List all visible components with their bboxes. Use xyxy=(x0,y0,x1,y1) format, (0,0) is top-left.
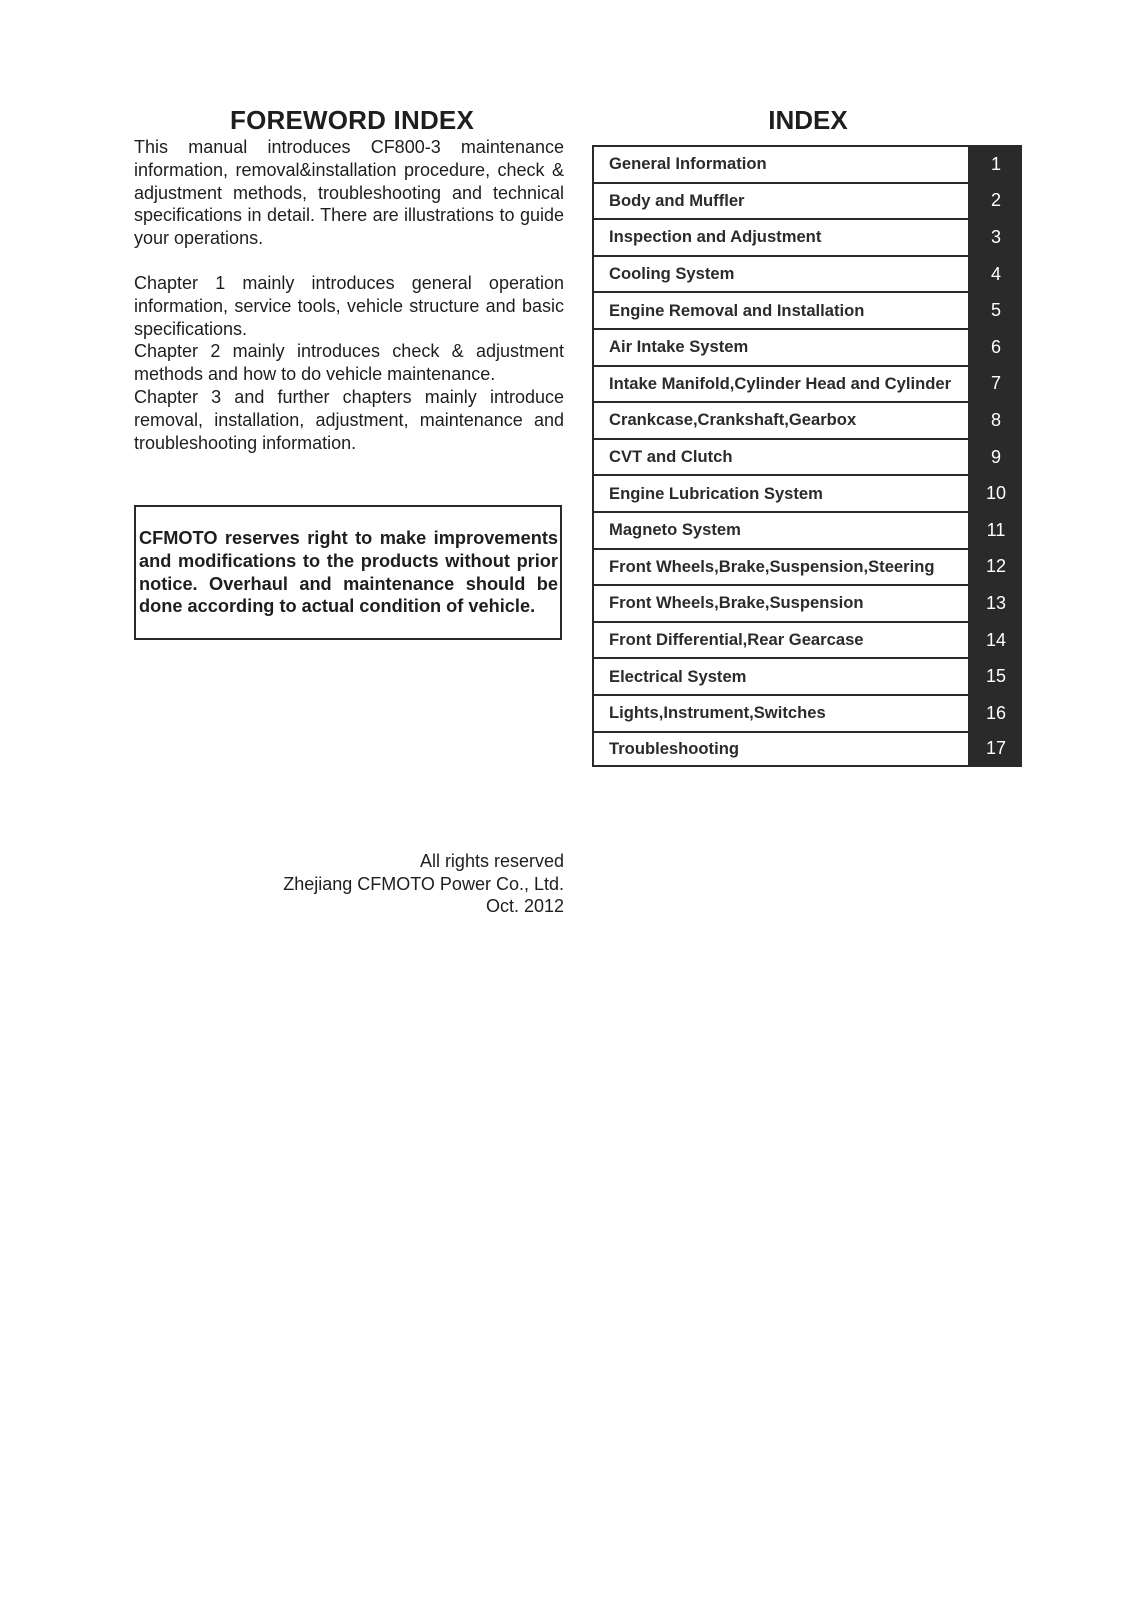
index-chapter-label: Body and Muffler xyxy=(592,184,970,219)
index-row[interactable] xyxy=(592,255,1022,292)
index-row[interactable] xyxy=(592,145,1022,182)
index-chapter-tab[interactable]: 7 xyxy=(970,365,1022,404)
index-chapter-tab[interactable]: 17 xyxy=(970,731,1022,768)
index-row[interactable] xyxy=(592,694,1022,731)
foreword-paragraph-chapter3: Chapter 3 and further chapters mainly introduce removal, installation, adjustment, maintenance and troubleshooting information. xyxy=(134,386,564,453)
index-row[interactable] xyxy=(592,182,1022,219)
index-chapter-label: Lights,Instrument,Switches xyxy=(592,696,970,731)
index-chapter-label: Front Wheels,Brake,Suspension,Steering xyxy=(592,550,970,585)
index-row[interactable] xyxy=(592,218,1022,255)
index-chapter-tab[interactable]: 2 xyxy=(970,182,1022,221)
index-chapter-tab[interactable]: 6 xyxy=(970,328,1022,367)
index-chapter-tab[interactable]: 4 xyxy=(970,255,1022,294)
index-row[interactable] xyxy=(592,584,1022,621)
index-chapter-label: Front Wheels,Brake,Suspension xyxy=(592,586,970,621)
index-row[interactable] xyxy=(592,291,1022,328)
index-chapter-tab[interactable]: 11 xyxy=(970,511,1022,550)
index-chapter-label: Engine Lubrication System xyxy=(592,476,970,511)
index-row[interactable] xyxy=(592,438,1022,475)
index-chapter-label: Troubleshooting xyxy=(592,733,970,766)
index-chapter-tab[interactable]: 1 xyxy=(970,145,1022,184)
index-chapter-label: General Information xyxy=(592,147,970,182)
index-title: INDEX xyxy=(768,105,848,135)
index-chapter-label: Magneto System xyxy=(592,513,970,548)
index-chapter-tab[interactable]: 12 xyxy=(970,548,1022,587)
index-row[interactable] xyxy=(592,731,1022,768)
index-chapter-tab[interactable]: 16 xyxy=(970,694,1022,733)
index-chapter-label: Inspection and Adjustment xyxy=(592,220,970,255)
index-row[interactable] xyxy=(592,401,1022,438)
index-chapter-tab[interactable]: 10 xyxy=(970,474,1022,513)
index-chapter-tab[interactable]: 9 xyxy=(970,438,1022,477)
index-chapter-tab[interactable]: 14 xyxy=(970,621,1022,660)
index-row[interactable] xyxy=(592,548,1022,585)
foreword-paragraph-chapter2: Chapter 2 mainly introduces check & adjustment methods and how to do vehicle maintenance. xyxy=(134,341,564,385)
index-row[interactable] xyxy=(592,365,1022,402)
index-chapter-tab[interactable]: 3 xyxy=(970,218,1022,257)
index-chapter-label: Intake Manifold,Cylinder Head and Cylinder xyxy=(592,367,970,402)
index-chapter-tab[interactable]: 8 xyxy=(970,401,1022,440)
index-table xyxy=(592,145,1022,767)
index-chapter-tab[interactable]: 13 xyxy=(970,584,1022,623)
rights-block xyxy=(200,850,564,918)
index-chapter-label: CVT and Clutch xyxy=(592,440,970,475)
index-row[interactable] xyxy=(592,657,1022,694)
foreword-paragraph-intro: This manual introduces CF800-3 maintenance information, removal&installation procedure, check & adjustment methods, troubleshooting and technical specifications in detail. There are illustrations to guide your operations. xyxy=(134,137,564,249)
foreword-section xyxy=(134,104,564,454)
index-row[interactable] xyxy=(592,511,1022,548)
index-row[interactable] xyxy=(592,328,1022,365)
company-name: Zhejiang CFMOTO Power Co., Ltd. xyxy=(283,873,564,894)
index-chapter-tab[interactable]: 15 xyxy=(970,657,1022,696)
index-chapter-label: Cooling System xyxy=(592,257,970,292)
index-chapter-tab[interactable]: 5 xyxy=(970,291,1022,330)
foreword-paragraph-chapter1: Chapter 1 mainly introduces general operation information, service tools, vehicle structure and basic specifications. xyxy=(134,272,564,339)
notice-box xyxy=(134,505,562,640)
index-chapter-label: Air Intake System xyxy=(592,330,970,365)
index-chapter-label: Front Differential,Rear Gearcase xyxy=(592,623,970,658)
index-row[interactable] xyxy=(592,621,1022,658)
foreword-title: FOREWORD INDEX xyxy=(229,105,475,135)
index-chapter-label: Engine Removal and Installation xyxy=(592,293,970,328)
rights-reserved-text: All rights reserved xyxy=(419,851,564,871)
publication-date: Oct. 2012 xyxy=(485,896,564,917)
index-row[interactable] xyxy=(592,474,1022,511)
index-chapter-label: Crankcase,Crankshaft,Gearbox xyxy=(592,403,970,438)
notice-text: CFMOTO reserves right to make improvements and modifications to the products without prior notice. Overhaul and maintenance should be done according to actual condition of vehicle. xyxy=(139,528,558,617)
index-chapter-label: Electrical System xyxy=(592,659,970,694)
index-section xyxy=(592,104,1022,759)
